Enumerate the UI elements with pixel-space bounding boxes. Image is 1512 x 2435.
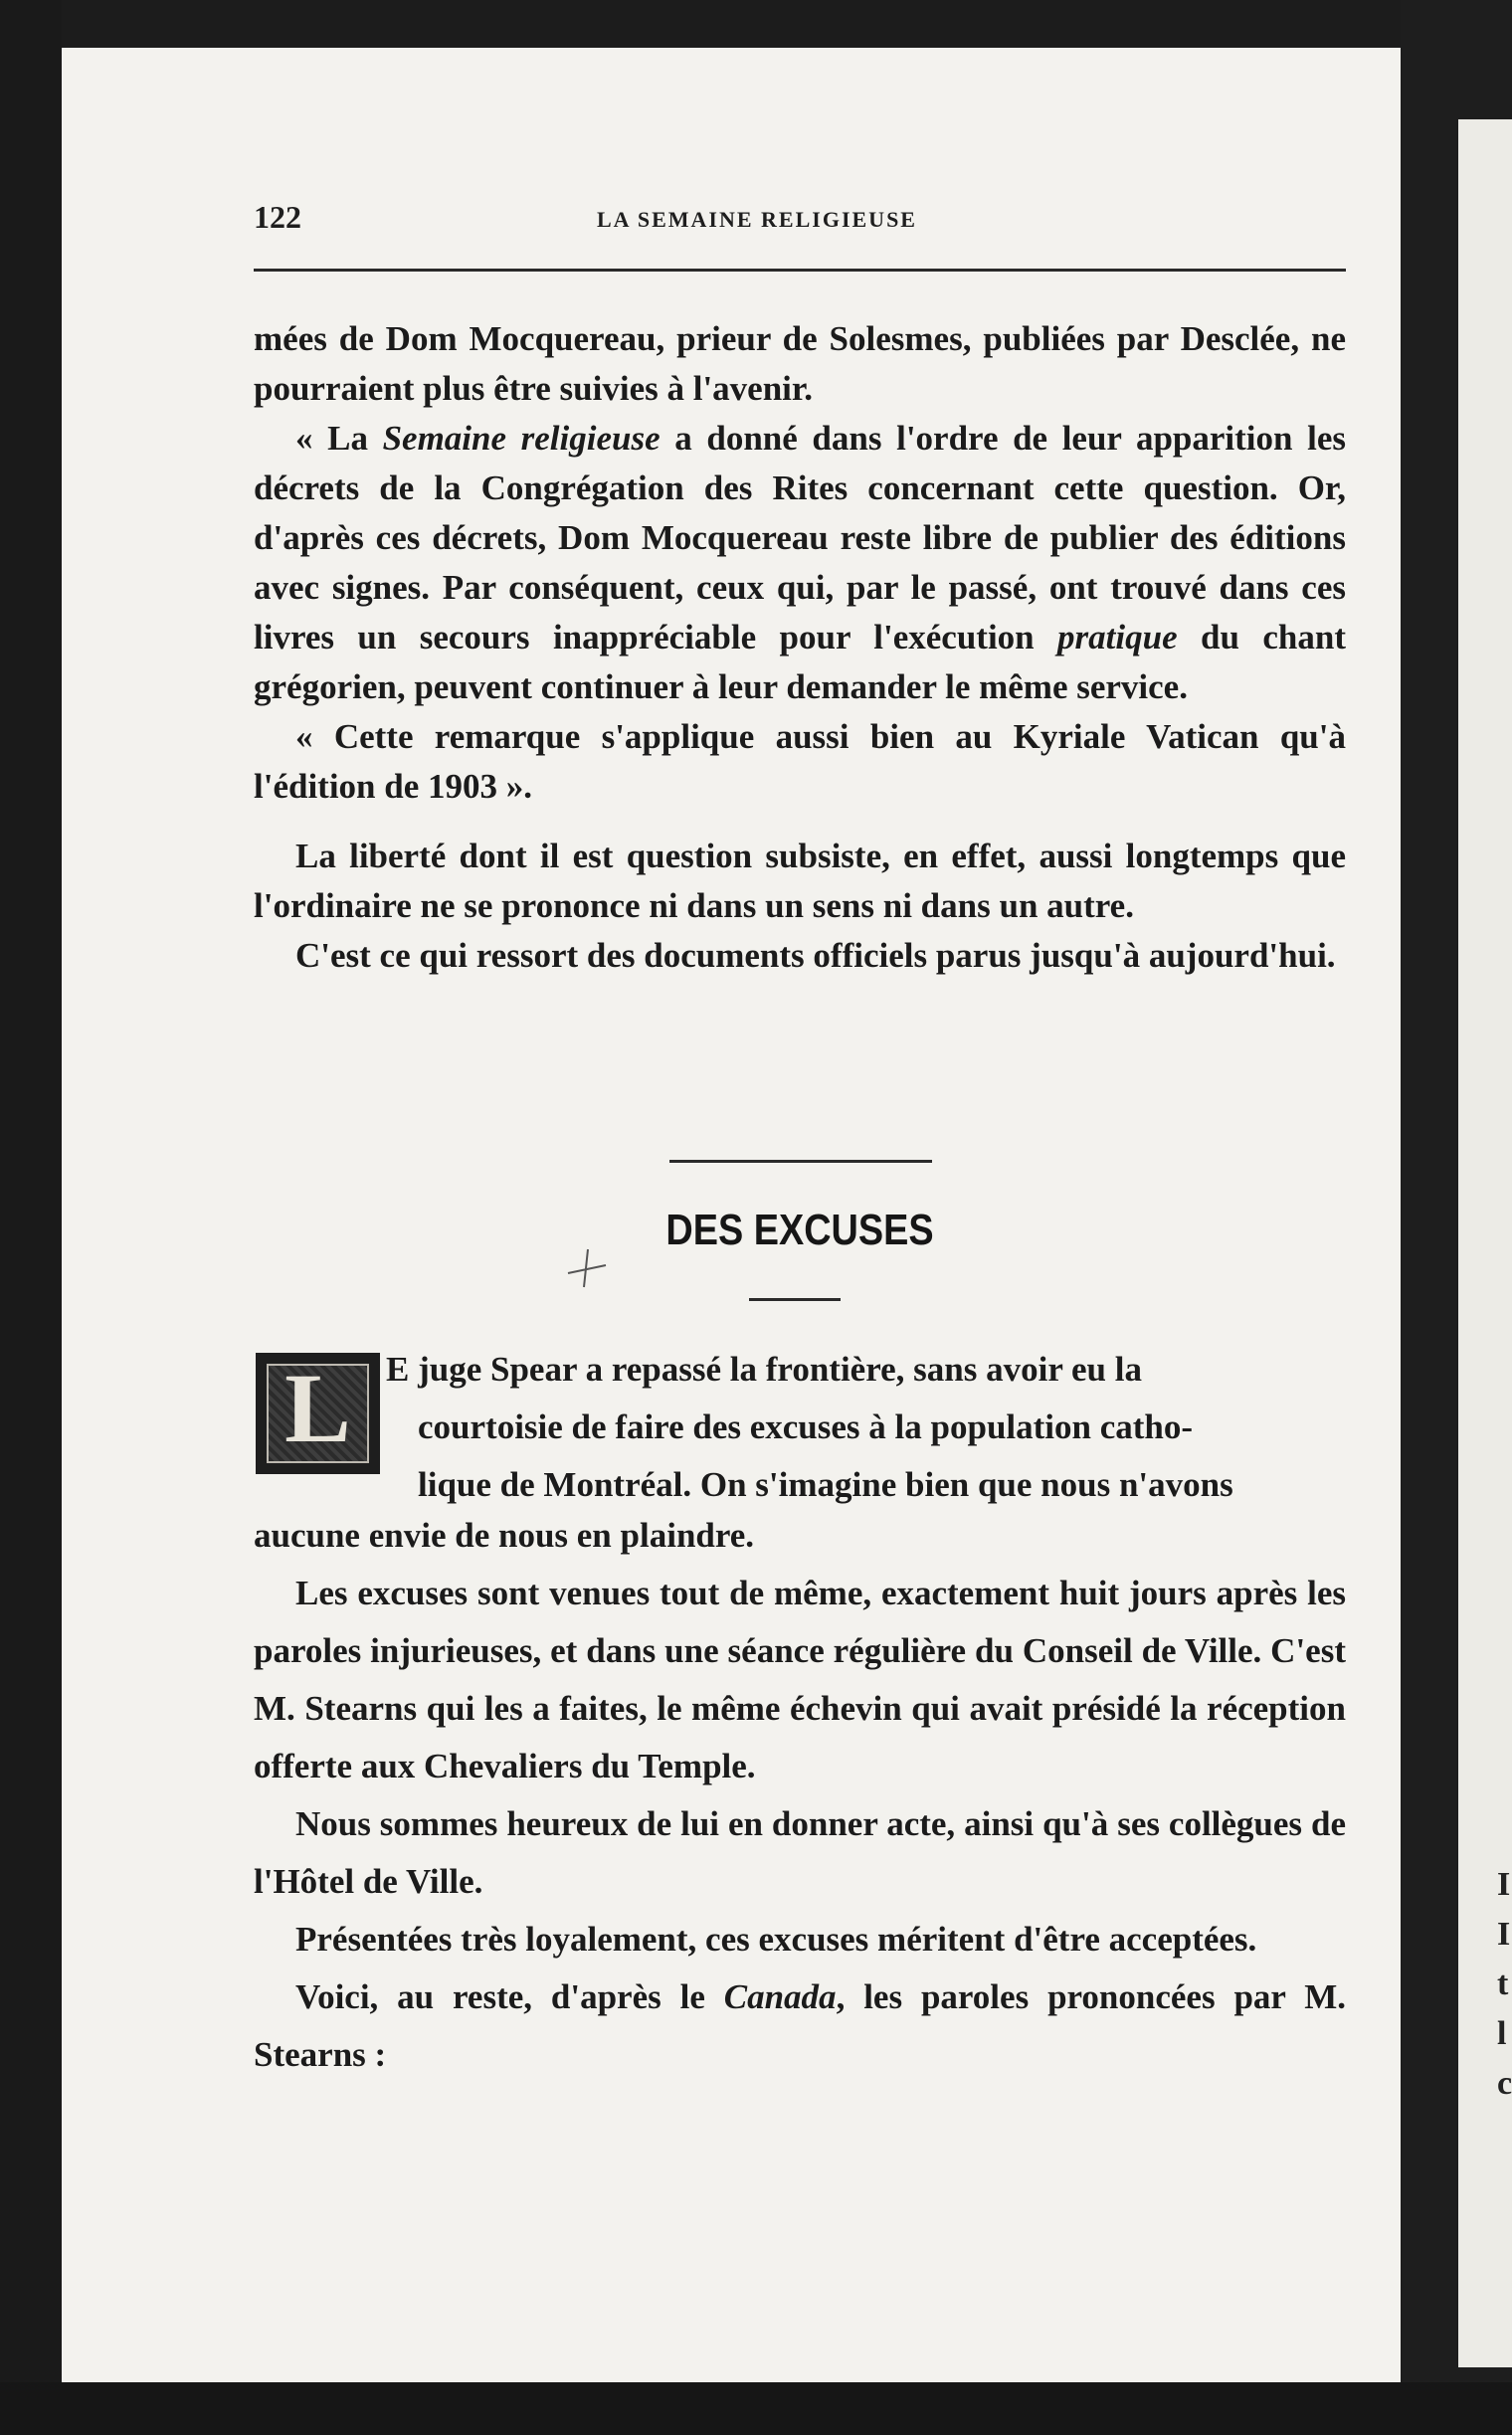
drop-cap-letter: L — [284, 1353, 351, 1463]
dropcap-line-2: courtoisie de faire des excuses à la population catho- — [418, 1407, 1194, 1446]
running-title: LA SEMAINE RELIGIEUSE — [597, 207, 917, 232]
microfilm-frame-left — [0, 0, 62, 2435]
body-text-section — [254, 1507, 1346, 2084]
paragraph: Les excuses sont venues tout de même, exactement huit jours après les paroles injurieuses, et dans une séance régulière du Conseil de Ville. C'est M. Stearns qui les a faites, le même échevin qui avait présidé la réception offerte aux Chevaliers du Temple. — [254, 1574, 1346, 1785]
paragraph: Présentées très loyalement, ces excuses méritent d'être acceptées. — [295, 1920, 1257, 1959]
italic-term: Semaine religieuse — [382, 419, 661, 458]
body-text-top — [254, 314, 1346, 981]
dropcap-line-3: lique de Montréal. On s'imagine bien que nous n'avons — [418, 1465, 1233, 1504]
ornamental-drop-cap — [256, 1353, 380, 1474]
running-header — [254, 199, 1348, 239]
section-separator — [669, 1160, 932, 1163]
page-number: 122 — [254, 199, 301, 235]
section-title: DES EXCUSES — [665, 1206, 934, 1254]
paragraph: mées de Dom Mocquereau, prieur de Solesmes, publiées par Desclée, ne pourraient plus être suivies à l'avenir. — [254, 319, 1346, 408]
dropcap-lines — [418, 1399, 1346, 1514]
adjacent-page-text: I I t l c — [1497, 1866, 1512, 2102]
paragraph: Voici, au reste, d'après le Canada, les paroles prononcées par M. Stearns : — [254, 1977, 1346, 2074]
italic-term: pratique — [1057, 618, 1178, 656]
microfilm-frame-top — [0, 0, 1512, 48]
dropcap-line-1: E juge Spear a repassé la frontière, sans avoir eu la — [386, 1350, 1142, 1389]
paragraph: La liberté dont il est question subsiste, en effet, aussi longtemps que l'ordinaire ne se prononce ni dans un sens ni dans un autre. — [254, 837, 1346, 925]
header-rule — [254, 269, 1346, 272]
italic-term: Canada — [723, 1977, 837, 2016]
paragraph: aucune envie de nous en plaindre. — [254, 1516, 755, 1555]
paragraph: « La Semaine religieuse a donné dans l'ordre de leur apparition les décrets de la Congrégation des Rites concernant cette question. Or, d'après ces décrets, Dom Mocquereau reste libre de publier des éditions avec signes. Par conséquent, ceux qui, par le passé, ont trouvé dans ces livres un secours inappréciable pour l'exécution pratique du chant grégorien, peuvent continuer à leur demander le même service. — [254, 419, 1346, 706]
paragraph: C'est ce qui ressort des documents officiels parus jusqu'à aujourd'hui. — [295, 936, 1336, 975]
title-underline — [749, 1298, 841, 1301]
paragraph: Nous sommes heureux de lui en donner acte, ainsi qu'à ses collègues de l'Hôtel de Ville. — [254, 1804, 1346, 1901]
paragraph: « Cette remarque s'applique aussi bien au Kyriale Vatican qu'à l'édition de 1903 ». — [254, 717, 1346, 806]
microfilm-frame-bottom — [0, 2382, 1512, 2435]
pencil-mark — [562, 1243, 612, 1291]
